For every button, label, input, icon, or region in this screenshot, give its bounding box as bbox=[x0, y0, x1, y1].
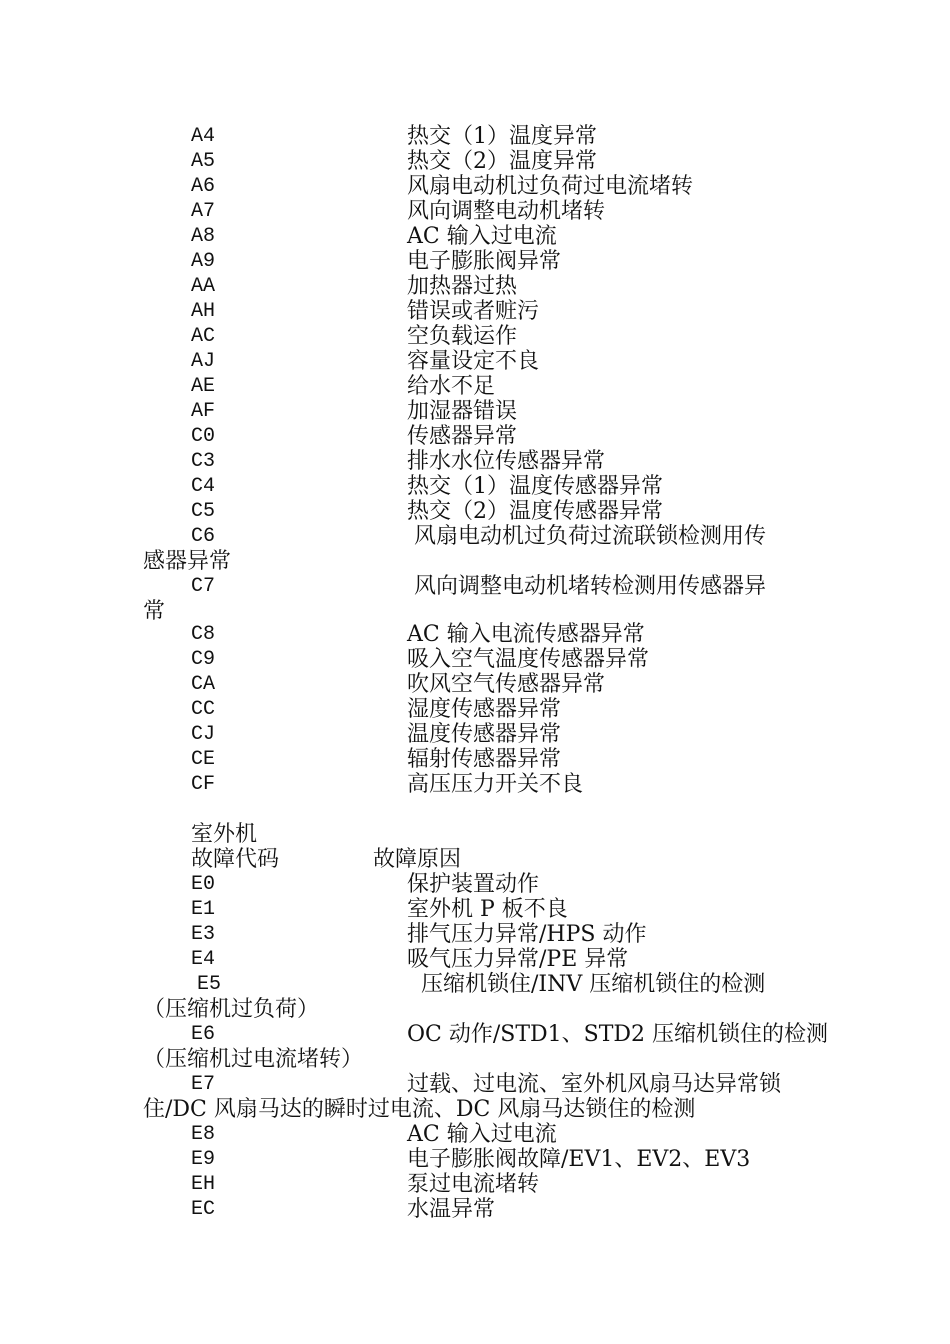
error-description-continued: 常 bbox=[143, 599, 166, 624]
list-item bbox=[0, 1197, 950, 1222]
list-item bbox=[0, 474, 950, 499]
error-description: AC 输入电流传感器异常 bbox=[407, 622, 645, 647]
list-item bbox=[0, 972, 950, 997]
error-code: C4 bbox=[191, 475, 216, 498]
error-description-continued: 住/DC 风扇马达的瞬时过电流、DC 风扇马达锁住的检测 bbox=[143, 1097, 696, 1122]
error-code: EC bbox=[191, 1198, 216, 1221]
list-item bbox=[0, 897, 950, 922]
error-description: 传感器异常 bbox=[407, 424, 518, 449]
list-item bbox=[0, 174, 950, 199]
error-code: CF bbox=[191, 773, 216, 796]
error-code: C6 bbox=[191, 525, 216, 548]
error-code: AA bbox=[191, 275, 216, 298]
header-fault-code: 故障代码 bbox=[191, 847, 280, 872]
error-code: A5 bbox=[191, 150, 216, 173]
error-description: 风向调整电动机堵转 bbox=[407, 199, 606, 224]
list-item bbox=[0, 672, 950, 697]
error-description: 湿度传感器异常 bbox=[407, 697, 562, 722]
list-item bbox=[0, 424, 950, 449]
error-description: 风向调整电动机堵转检测用传感器异 bbox=[414, 574, 767, 599]
error-description: 辐射传感器异常 bbox=[407, 747, 562, 772]
error-description-continued: （压缩机过负荷） bbox=[143, 997, 320, 1022]
list-item bbox=[0, 499, 950, 524]
list-item bbox=[0, 647, 950, 672]
list-item bbox=[0, 574, 950, 599]
error-description: 高压压力开关不良 bbox=[407, 772, 584, 797]
section-title bbox=[0, 822, 950, 847]
error-code: C3 bbox=[191, 450, 216, 473]
list-item bbox=[0, 1022, 950, 1047]
error-code: C8 bbox=[191, 623, 216, 646]
error-code: CE bbox=[191, 748, 216, 771]
error-description: 保护装置动作 bbox=[407, 872, 540, 897]
error-description: 风扇电动机过负荷过电流堵转 bbox=[407, 174, 694, 199]
list-item bbox=[0, 697, 950, 722]
error-code: AH bbox=[191, 300, 216, 323]
header-fault-cause: 故障原因 bbox=[373, 847, 462, 872]
list-item-continuation bbox=[0, 997, 950, 1022]
list-item bbox=[0, 199, 950, 224]
error-code: AE bbox=[191, 375, 216, 398]
error-code: E4 bbox=[191, 948, 216, 971]
error-code: CJ bbox=[191, 723, 216, 746]
error-description: OC 动作/STD1、STD2 压缩机锁住的检测 bbox=[407, 1022, 829, 1047]
table-header bbox=[0, 847, 950, 872]
list-item bbox=[0, 872, 950, 897]
error-description: 压缩机锁住/INV 压缩机锁住的检测 bbox=[421, 972, 766, 997]
error-description-continued: 感器异常 bbox=[143, 549, 232, 574]
error-code: E1 bbox=[191, 898, 216, 921]
error-code: EH bbox=[191, 1173, 216, 1196]
error-code: A4 bbox=[191, 125, 216, 148]
error-code: E0 bbox=[191, 873, 216, 896]
list-item bbox=[0, 324, 950, 349]
error-description: 热交（1）温度异常 bbox=[407, 124, 597, 149]
error-description: AC 输入过电流 bbox=[407, 1122, 557, 1147]
error-code: AJ bbox=[191, 350, 216, 373]
error-code: C0 bbox=[191, 425, 216, 448]
list-item bbox=[0, 274, 950, 299]
list-item-continuation bbox=[0, 1097, 950, 1122]
error-description: 电子膨胀阀故障/EV1、EV2、EV3 bbox=[407, 1147, 751, 1172]
list-item bbox=[0, 124, 950, 149]
error-description: 吹风空气传感器异常 bbox=[407, 672, 606, 697]
error-description: 室外机 P 板不良 bbox=[407, 897, 568, 922]
error-description: 错误或者赃污 bbox=[407, 299, 540, 324]
error-code: C7 bbox=[191, 575, 216, 598]
list-item bbox=[0, 1122, 950, 1147]
error-description: 吸入空气温度传感器异常 bbox=[407, 647, 650, 672]
error-description: AC 输入过电流 bbox=[407, 224, 557, 249]
error-description: 电子膨胀阀异常 bbox=[407, 249, 562, 274]
error-code: AC bbox=[191, 325, 216, 348]
list-item bbox=[0, 1172, 950, 1197]
list-item bbox=[0, 374, 950, 399]
list-item bbox=[0, 1147, 950, 1172]
list-item bbox=[0, 449, 950, 474]
error-code: E5 bbox=[197, 973, 222, 996]
error-code: C9 bbox=[191, 648, 216, 671]
error-code: CA bbox=[191, 673, 216, 696]
error-description: 给水不足 bbox=[407, 374, 496, 399]
error-code: A6 bbox=[191, 175, 216, 198]
list-item bbox=[0, 922, 950, 947]
error-description: 热交（2）温度传感器异常 bbox=[407, 499, 663, 524]
outdoor-section-title: 室外机 bbox=[191, 822, 258, 847]
list-item-continuation bbox=[0, 599, 950, 624]
error-code: E9 bbox=[191, 1148, 216, 1171]
error-code: A7 bbox=[191, 200, 216, 223]
list-item bbox=[0, 399, 950, 424]
error-description: 吸气压力异常/PE 异常 bbox=[407, 947, 629, 972]
error-description: 热交（2）温度异常 bbox=[407, 149, 597, 174]
error-description: 水温异常 bbox=[407, 1197, 496, 1222]
list-item-continuation bbox=[0, 549, 950, 574]
error-description-continued: （压缩机过电流堵转） bbox=[143, 1047, 364, 1072]
error-code: C5 bbox=[191, 500, 216, 523]
error-description: 加热器过热 bbox=[407, 274, 518, 299]
error-description: 风扇电动机过负荷过流联锁检测用传 bbox=[414, 524, 767, 549]
error-description: 空负载运作 bbox=[407, 324, 518, 349]
error-code: AF bbox=[191, 400, 216, 423]
list-item bbox=[0, 524, 950, 549]
error-description: 排水水位传感器异常 bbox=[407, 449, 606, 474]
list-item bbox=[0, 299, 950, 324]
error-code: CC bbox=[191, 698, 216, 721]
list-item bbox=[0, 622, 950, 647]
list-item bbox=[0, 947, 950, 972]
list-item bbox=[0, 349, 950, 374]
error-description: 温度传感器异常 bbox=[407, 722, 562, 747]
list-item bbox=[0, 722, 950, 747]
error-code: E3 bbox=[191, 923, 216, 946]
list-item bbox=[0, 224, 950, 249]
error-code: A8 bbox=[191, 225, 216, 248]
error-code: E8 bbox=[191, 1123, 216, 1146]
error-code: E7 bbox=[191, 1073, 216, 1096]
error-description: 热交（1）温度传感器异常 bbox=[407, 474, 663, 499]
error-description: 排气压力异常/HPS 动作 bbox=[407, 922, 647, 947]
list-item bbox=[0, 747, 950, 772]
error-description: 容量设定不良 bbox=[407, 349, 540, 374]
list-item bbox=[0, 1072, 950, 1097]
error-description: 过载、过电流、室外机风扇马达异常锁 bbox=[407, 1072, 782, 1097]
error-description: 泵过电流堵转 bbox=[407, 1172, 540, 1197]
error-code: E6 bbox=[191, 1023, 216, 1046]
error-code: A9 bbox=[191, 250, 216, 273]
list-item bbox=[0, 249, 950, 274]
error-description: 加湿器错误 bbox=[407, 399, 518, 424]
list-item-continuation bbox=[0, 1047, 950, 1072]
list-item bbox=[0, 772, 950, 797]
list-item bbox=[0, 149, 950, 174]
